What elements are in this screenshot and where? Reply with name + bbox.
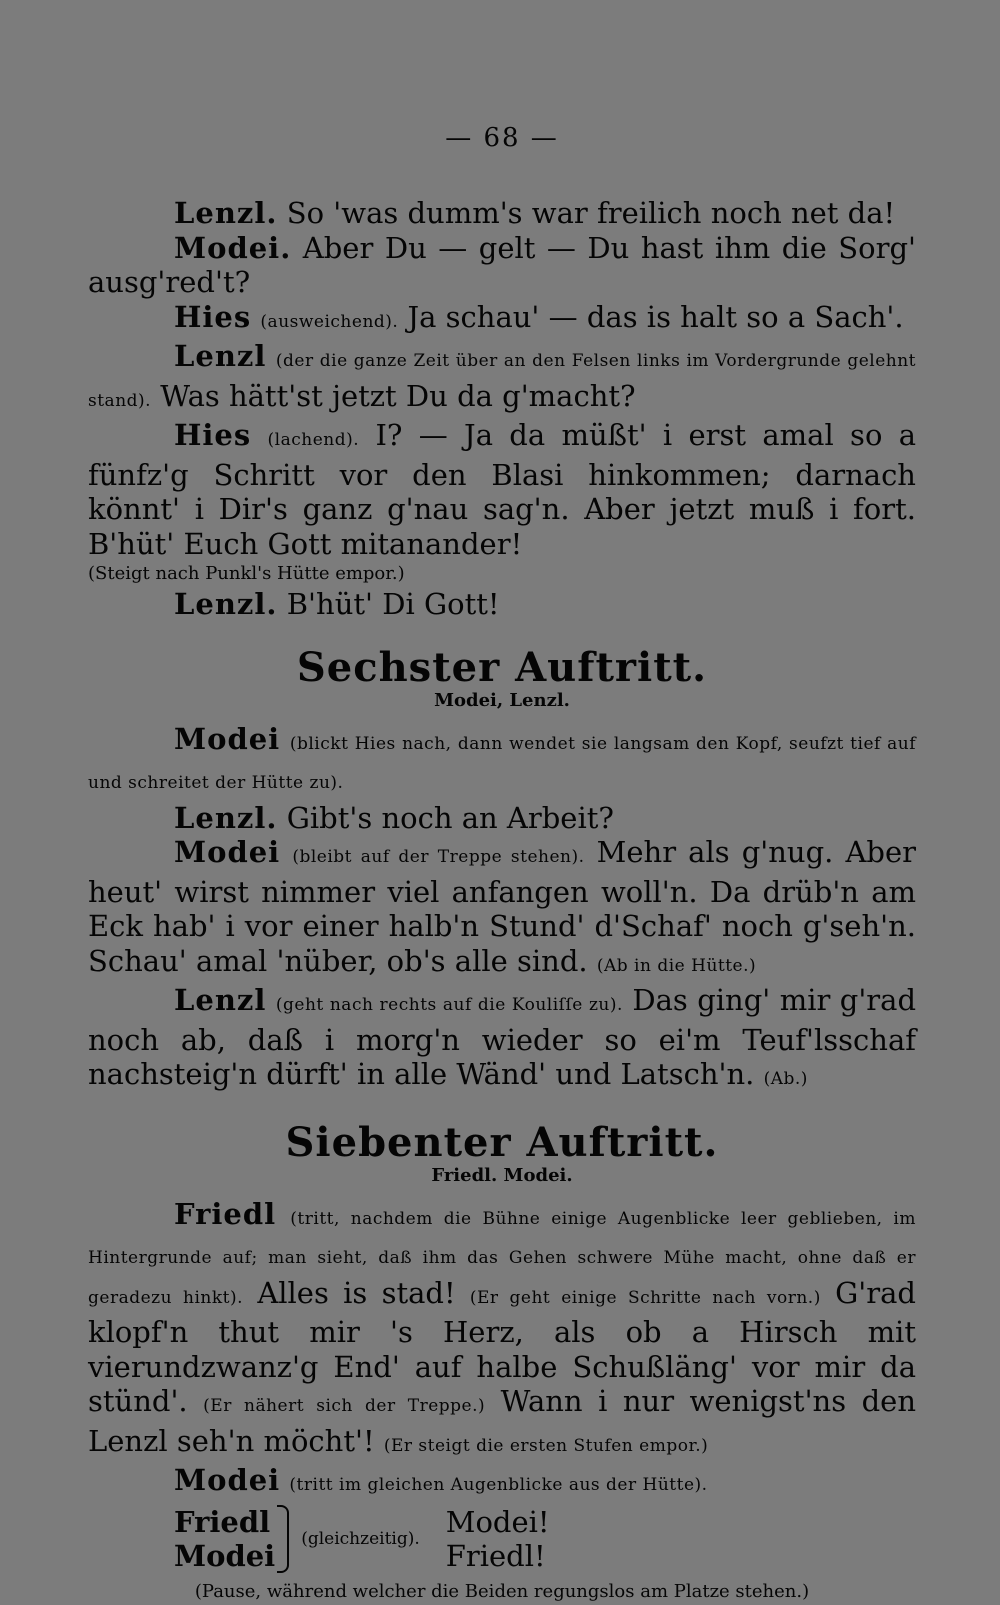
stage-direction: (ausweichend).	[260, 311, 399, 332]
stage-direction: (bleibt auf der Treppe stehen).	[292, 847, 585, 867]
stage-direction: (blickt Hies nach, dann wendet sie langsam den Kopf, seufzt tief auf und schreitet der Hütte zu).	[88, 733, 917, 793]
book-page	[88, 118, 916, 1605]
speaker-name: Modei.	[174, 230, 292, 265]
speaker-name: Lenzl	[174, 339, 267, 373]
dialogue-text: Friedl!	[445, 1538, 546, 1573]
dialogue-text: Mehr als g'nug. Aber heut' wirst nimmer viel anfangen woll'n. Da drüb'n am Eck hab' i vor einer halb'n Stund' d'Schaf' noch g'seh'n. Schau' amal 'nüber, ob's alle sind.	[88, 835, 917, 978]
speaker-name: Lenzl	[174, 983, 267, 1017]
dialogue-paragraph	[88, 300, 916, 340]
speaker-name: Hies	[174, 418, 252, 452]
dialogue-paragraph	[88, 801, 916, 836]
dialogue-text: Das ging' mir g'rad noch ab, daß i morg'n wieder so ei'm Teuf'lsschaf nachsteig'n dürft' in alle Wänd' und Latsch'n.	[88, 983, 917, 1091]
scene-title: Sechster Auftritt.	[296, 643, 708, 691]
stage-direction: (tritt, nachdem die Bühne einige Augenblicke leer geblieben, im Hintergrunde auf; man sieht, daß ihm das Gehen schwere Mühe macht, ohne daß er geradezu hinkt).	[88, 1208, 916, 1308]
stage-direction: (Steigt nach Punkl's Hütte empor.)	[88, 563, 405, 584]
dialogue-text: I? — Ja da müßt' i erst amal so a fünfz'g Schritt vor den Blasi hinkommen; darnach könnt' i Dir's ganz g'nau sag'n. Aber jetzt muß i fort. B'hüt' Euch Gott mitanander!	[88, 418, 916, 561]
dialogue-paragraph	[88, 722, 916, 801]
dialogue-paragraph	[88, 196, 916, 231]
speaker-name: Modei	[174, 721, 281, 756]
brace-icon	[277, 1505, 289, 1573]
speaker-name: Modei	[174, 1538, 276, 1573]
speaker-name: Friedl	[174, 1196, 277, 1231]
speaker-name: Lenzl.	[174, 587, 278, 621]
stage-direction: (tritt im gleichen Augenblicke aus der Hütte).	[289, 1475, 708, 1495]
speaker-name: Hies	[174, 299, 252, 334]
dialogue-text: Ja schau' — das is halt so a Sach'.	[407, 299, 904, 334]
dialogue-paragraph	[88, 418, 916, 561]
scene-cast: Friedl. Modei.	[431, 1164, 573, 1186]
dialogue-paragraph	[88, 231, 916, 300]
dialogue-paragraph	[88, 1463, 916, 1503]
stage-direction: (Ab.)	[763, 1069, 808, 1089]
simultaneous-dialogue	[88, 1505, 916, 1573]
speaker-name: Lenzl.	[174, 800, 278, 835]
page-number: — 68 —	[445, 123, 559, 153]
dialogue-paragraph	[88, 587, 916, 622]
simultaneous-lines	[446, 1505, 550, 1573]
stage-direction: (gleichzeitig).	[301, 1528, 420, 1549]
dialogue-text: B'hüt' Di Gott!	[286, 587, 500, 621]
dialogue-paragraph	[88, 339, 916, 418]
dialogue-paragraph	[88, 835, 916, 983]
speaker-name: Modei	[174, 1463, 281, 1497]
dialogue-text: Wann i nur wenigst'ns den Lenzl seh'n möcht'!	[88, 1384, 916, 1458]
simultaneous-speakers	[174, 1505, 275, 1573]
dialogue-text: Alles is stad!	[257, 1275, 456, 1310]
dialogue-text: G'rad klopf'n thut mir 's Herz, als ob a Hirsch mit vierundzwanz'g End' auf halbe Schußläng' vor mir da stünd'.	[88, 1275, 916, 1418]
stage-direction: (Ab in die Hütte.)	[596, 955, 757, 976]
dialogue-text: Modei!	[445, 1504, 550, 1539]
dialogue-paragraph	[88, 983, 916, 1097]
stage-direction: (Pause, während welcher die Beiden regungslos am Platze stehen.)	[194, 1580, 810, 1602]
speaker-name: Modei	[174, 835, 281, 869]
dialogue-text: Was hätt'st jetzt Du da g'macht?	[160, 378, 636, 413]
dialogue-text: Gibt's noch an Arbeit?	[286, 800, 614, 835]
stage-direction: (der die ganze Zeit über an den Felsen links im Vordergrunde gelehnt stand).	[88, 351, 917, 411]
stage-direction: (Er geht einige Schritte nach vorn.)	[469, 1287, 821, 1308]
stage-direction: (geht nach rechts auf die Kouliſſe zu).	[275, 995, 623, 1015]
scene-cast: Modei, Lenzl.	[434, 689, 570, 711]
dialogue-text: Aber Du — gelt — Du hast ihm die Sorg' ausg'red't?	[88, 230, 917, 299]
dialogue-paragraph	[88, 1197, 916, 1464]
dialogue-text: So 'was dumm's war freilich noch net da!	[286, 196, 896, 230]
stage-direction: (Er nähert sich der Treppe.)	[203, 1396, 486, 1416]
stage-direction: (lachend).	[267, 430, 360, 450]
speaker-name: Lenzl.	[174, 196, 278, 230]
speaker-name: Friedl	[174, 1504, 271, 1539]
stage-direction: (Er steigt die ersten Stufen empor.)	[383, 1435, 709, 1456]
scene-title: Siebenter Auftritt.	[285, 1118, 719, 1166]
